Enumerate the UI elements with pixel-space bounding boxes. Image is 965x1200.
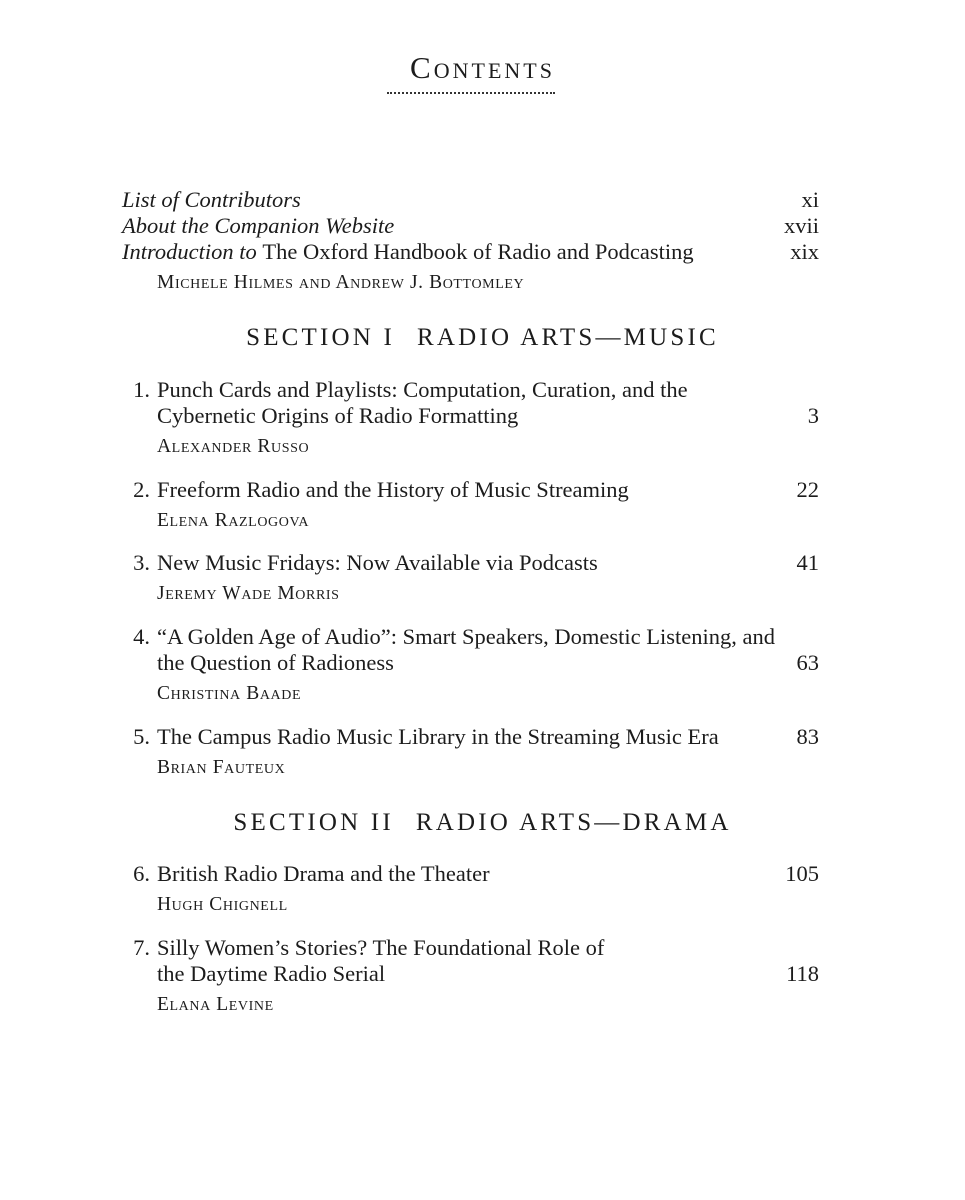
toc-page-number: xix: [790, 239, 819, 264]
chapter-title-line: the Daytime Radio Serial: [157, 961, 386, 986]
toc-entry-label: [122, 239, 694, 265]
chapter-title-line: the Question of Radioness: [157, 650, 394, 675]
chapter-number: 5.: [133, 724, 150, 749]
chapter-title-line: New Music Fridays: Now Available via Podcasts: [157, 550, 598, 575]
toc-page-number: 105: [785, 861, 819, 886]
chapter-number: 2.: [133, 477, 150, 502]
section-name: RADIO ARTS—MUSIC: [417, 324, 719, 351]
chapter-author: Hugh Chignell: [157, 894, 288, 915]
chapter-number: 7.: [133, 935, 150, 960]
chapter-author: Elena Razlogova: [157, 510, 310, 531]
chapter-author: Jeremy Wade Morris: [157, 583, 340, 604]
toc-page-number: xvii: [783, 213, 819, 238]
toc-page-number: 3: [807, 403, 819, 428]
chapter-author: Elana Levine: [157, 994, 274, 1015]
section-heading-2: [0, 808, 965, 838]
toc-page-number: 63: [796, 650, 819, 675]
section-number: SECTION I: [246, 324, 396, 351]
chapter-title-line: British Radio Drama and the Theater: [157, 861, 490, 886]
toc-entry-label-prefix: Introduction to: [122, 239, 263, 264]
chapter-title-line: Cybernetic Origins of Radio Formatting: [157, 403, 519, 428]
chapter-number: 3.: [133, 550, 150, 575]
chapter-author: Alexander Russo: [157, 436, 310, 457]
toc-entry-author: Michele Hilmes and Andrew J. Bottomley: [157, 272, 525, 293]
title-dotted-rule: [387, 92, 555, 94]
toc-page-number: 22: [796, 477, 819, 502]
toc-page-number: 118: [786, 961, 819, 986]
section-heading-1: [0, 323, 965, 353]
chapter-number: 1.: [133, 377, 150, 402]
toc-page-number: 41: [796, 550, 819, 575]
section-name: RADIO ARTS—DRAMA: [415, 809, 732, 836]
chapter-number: 6.: [133, 861, 150, 886]
chapter-author: Christina Baade: [157, 683, 302, 704]
chapter-number: 4.: [133, 624, 150, 649]
chapter-title-line: Punch Cards and Playlists: Computation, Curation, and the: [157, 377, 688, 402]
chapter-author: Brian Fauteux: [157, 757, 286, 778]
chapter-title-line: Freeform Radio and the History of Music Streaming: [157, 477, 629, 502]
toc-entry-book-title: The Oxford Handbook of Radio and Podcasting: [262, 239, 694, 264]
toc-page-number: xi: [801, 187, 819, 212]
toc-entry-label: About the Companion Website: [122, 213, 395, 238]
section-number: SECTION II: [233, 809, 394, 836]
chapter-title-line: “A Golden Age of Audio”: Smart Speakers, Domestic Listening, and: [157, 624, 776, 649]
chapter-title-line: The Campus Radio Music Library in the Streaming Music Era: [157, 724, 719, 749]
toc-entry-label: List of Contributors: [122, 187, 301, 212]
toc-page-number: 83: [796, 724, 819, 749]
chapter-title-line: Silly Women’s Stories? The Foundational Role of: [157, 935, 605, 960]
page-title: Contents: [410, 50, 555, 85]
